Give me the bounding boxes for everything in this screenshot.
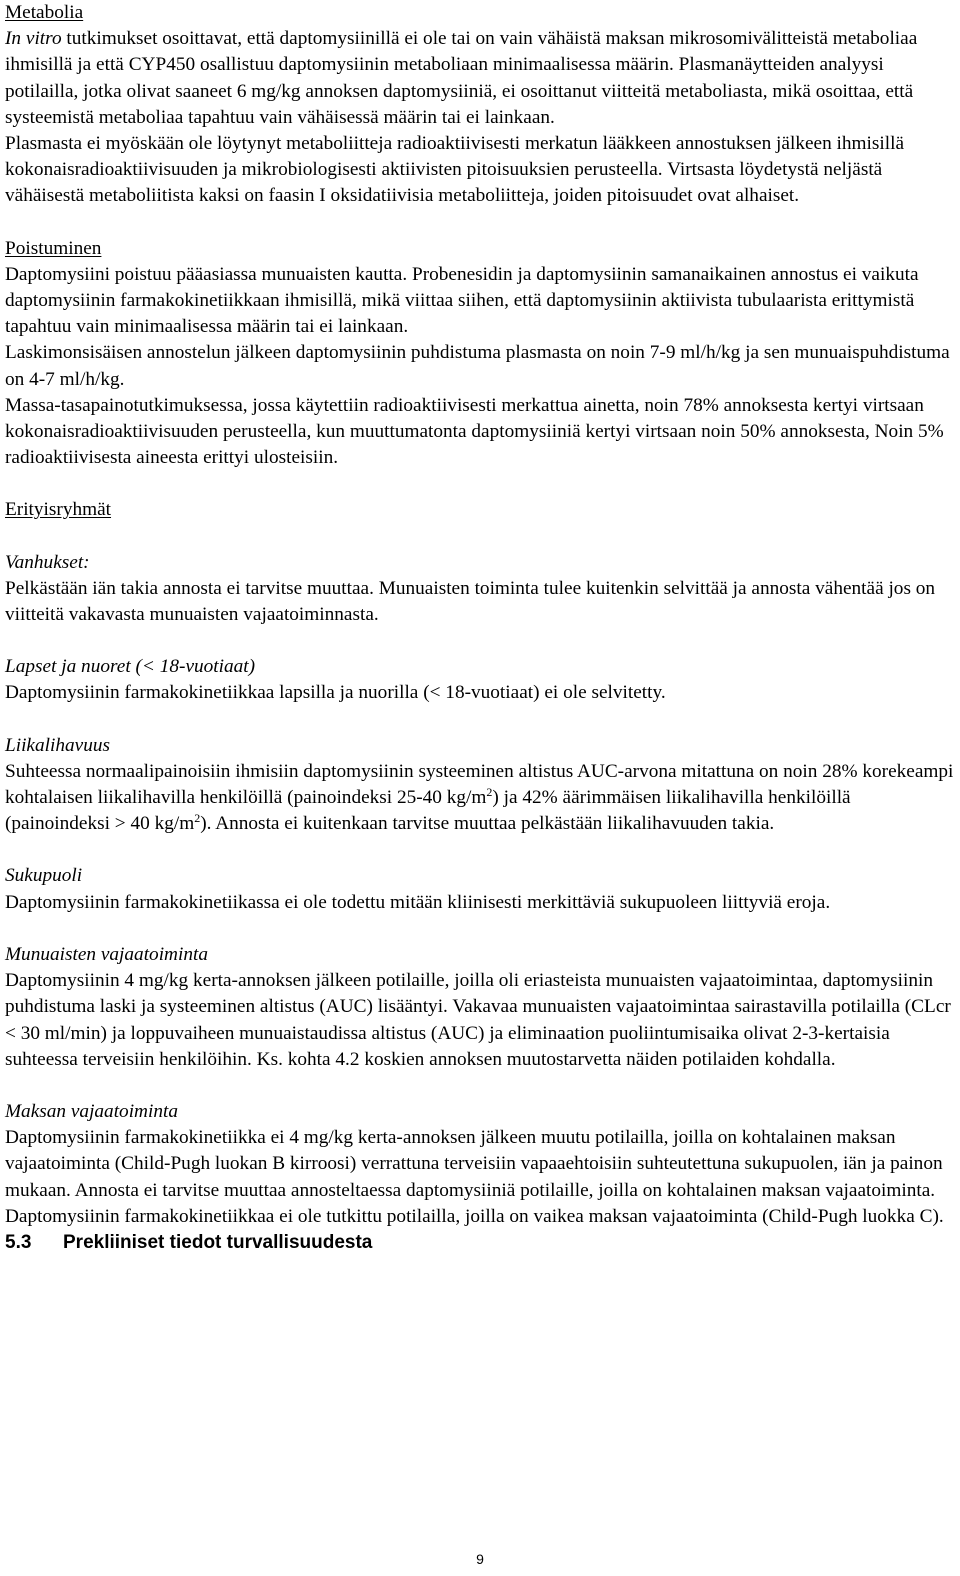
paragraph-lapset: Daptomysiinin farmakokinetiikkaa lapsilla ja nuorilla (< 18-vuotiaat) ei ole selvitetty. <box>5 682 666 704</box>
superscript-2: 2 <box>194 811 201 826</box>
liikalihavuus-text-a: Suhteessa normaalipainoisiin ihmisiin daptomysiinin systeeminen altistus AUC-arvona mitattuna on noin 28% korekeampi kohtalaisen liikalihavilla henkilöillä (painoindeksi 25-40 kg/m <box>5 760 954 809</box>
paragraph-liikalihavuus <box>5 759 957 838</box>
superscript-2: 2 <box>486 785 493 800</box>
subheading-liikalihavuus: Liikalihavuus <box>5 734 110 756</box>
paragraph-poistuminen-3: Massa-tasapainotutkimuksessa, jossa käytettiin radioaktiivisesti merkattua ainetta, noin 78% annoksesta kertyi virtsaan kokonaisradioaktiivisuuden perusteella, kun muuttumatonta daptomysiiniä kertyi virtsaan noin 50% annoksesta, Noin 5% radioaktiivisesta aineesta erittyi ulosteisiin. <box>5 394 944 469</box>
subheading-vanhukset: Vanhukset: <box>5 551 90 573</box>
paragraph-metabolia-1-text: tutkimukset osoittavat, että daptomysiinillä ei ole tai on vain vähäistä maksan mikrosomivälitteistä metaboliaa ihmisillä ja että CYP450 osallistuu daptomysiinin metaboliaan minimaalisessa määrin. Plasmanäytteiden analyysi potilailla, jotka olivat saaneet 6 mg/kg annoksen daptomysiiniä, ei osoittanut viitteitä metaboliasta, mikä osoittaa, että systeemistä metaboliaa tapahtuu vain vähäisessä määrin tai ei lainkaan. <box>5 28 918 128</box>
subheading-munuaisten-vajaatoiminta: Munuaisten vajaatoiminta <box>5 943 208 965</box>
paragraph-metabolia-1 <box>5 26 957 131</box>
section-heading <box>5 1230 957 1256</box>
liikalihavuus-text-c: ). Annosta ei kuitenkaan tarvitse muuttaa pelkästään liikalihavuuden takia. <box>200 813 775 835</box>
subheading-lapset: Lapset ja nuoret (< 18-vuotiaat) <box>5 656 256 678</box>
heading-erityisryhmat: Erityisryhmät <box>5 499 112 521</box>
paragraph-vanhukset: Pelkästään iän takia annosta ei tarvitse muuttaa. Munuaisten toiminta tulee kuitenkin selvittää ja annosta vähentää jos on viitteitä vakavasta munuaisten vajaatoiminnasta. <box>5 577 936 626</box>
liikalihavuus-text-b: ) ja 42% äärimmäisen liikalihavilla henkilöillä (painoindeksi > 40 kg/m <box>5 787 851 835</box>
paragraph-maksan-vajaatoiminta: Daptomysiinin farmakokinetiikka ei 4 mg/kg kerta-annoksen jälkeen muutu potilailla, joilla on kohtalainen maksan vajaatoiminta (Child-Pugh luokan B kirroosi) verrattuna terveisiin vapaaehtoisiin suhteutettuna sukupuolen, iän ja painon mukaan. Annosta ei tarvitse muuttaa annosteltaessa daptomysiiniä potilaille, joilla on kohtalainen maksan vajaatoiminta. Daptomysiinin farmakokinetiikkaa ei ole tutkittu potilailla, joilla on vaikea maksan vajaatoiminta (Child-Pugh luokka C). <box>5 1127 944 1227</box>
paragraph-poistuminen-2: Laskimonsisäisen annostelun jälkeen daptomysiinin puhdistuma plasmasta on noin 7-9 ml/h/kg ja sen munuaispuhdistuma on 4-7 ml/h/kg. <box>5 342 950 390</box>
heading-metabolia: Metabolia <box>5 2 84 23</box>
in-vitro-text: In vitro <box>5 28 62 50</box>
paragraph-munuaisten-vajaatoiminta: Daptomysiinin 4 mg/kg kerta-annoksen jälkeen potilaille, joilla oli eriasteista munuaisten vajaatoimintaa, daptomysiinin puhdistuma laski ja systeeminen altistus (AUC) lisääntyi. Vakavaa munuaisten vajaatoimintaa sairastavilla potilailla (CLcr < 30 ml/min) ja loppuvaiheen munuaistaudissa altistus (AUC) ja eliminaation puoliintumisaika olivat 2-3-kertaisia suhteessa terveisiin henkilöihin. Ks. kohta 4.2 koskien annoksen muutostarvetta näiden potilaiden kohdalla. <box>5 970 951 1070</box>
heading-poistuminen: Poistuminen <box>5 237 102 259</box>
paragraph-sukupuoli: Daptomysiinin farmakokinetiikassa ei ole todettu mitään kliinisesti merkittäviä sukupuoleen liittyviä eroja. <box>5 891 831 913</box>
section-title: Prekliiniset tiedot turvallisuudesta <box>63 1231 373 1253</box>
section-number: 5.3 <box>5 1231 32 1253</box>
paragraph-poistuminen-1: Daptomysiini poistuu pääasiassa munuaisten kautta. Probenesidin ja daptomysiinin samanaikainen annostus ei vaikuta daptomysiinin farmakokinetiikkaan ihmisillä, mikä viittaa siihen, että daptomysiinin aktiivista tubulaarista erittymistä tapahtuu vain minimaalisessa määrin tai ei lainkaan. <box>5 263 919 338</box>
document-page <box>5 0 957 1256</box>
subheading-maksan-vajaatoiminta: Maksan vajaatoiminta <box>5 1100 178 1122</box>
paragraph-metabolia-2: Plasmasta ei myöskään ole löytynyt metaboliitteja radioaktiivisesti merkatun lääkkeen annostuksen jälkeen ihmisillä kokonaisradioaktiivisuuden ja mikrobiologisesti aktiivisten pitoisuuksien perusteella. Virtsasta löydetystä neljästä vähäisestä metaboliitista kaksi on faasin I oksidatiivisia metaboliitteja, joiden pitoisuudet ovat alhaiset. <box>5 133 905 207</box>
page-number: 9 <box>476 1551 484 1567</box>
subheading-sukupuoli: Sukupuoli <box>5 865 83 887</box>
